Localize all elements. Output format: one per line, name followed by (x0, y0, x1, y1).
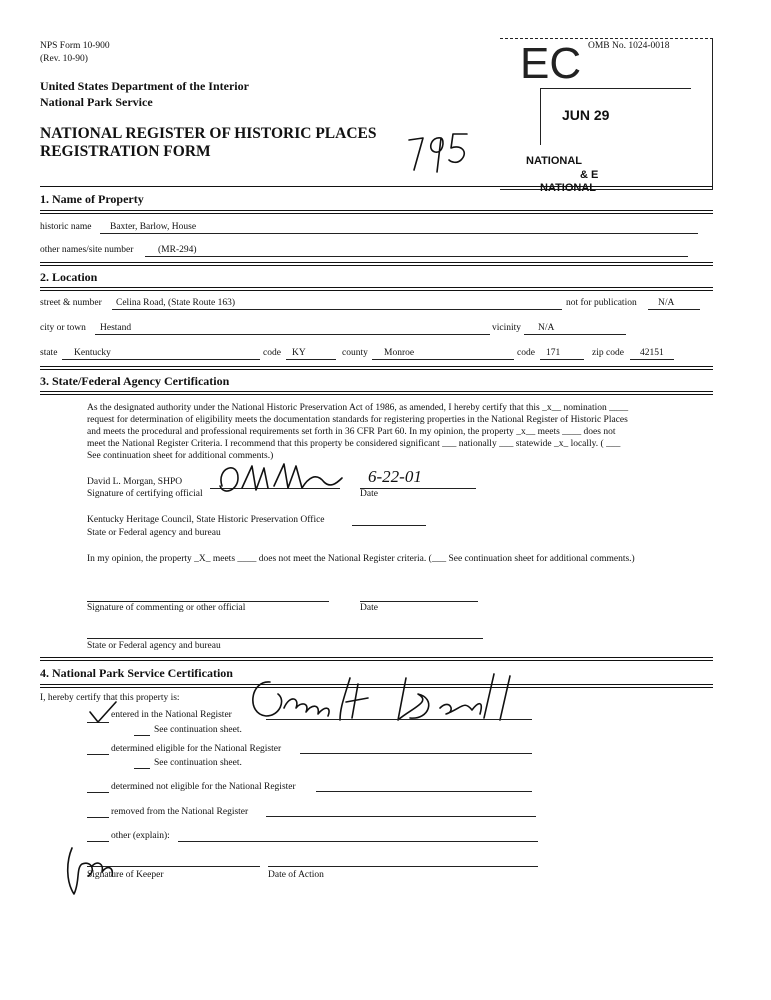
state-code-label: code (263, 348, 281, 358)
section-3-rule (40, 366, 713, 370)
nfp-line (648, 309, 700, 310)
official-date-label: Date (360, 489, 378, 499)
stamp-line-2: & E (580, 169, 599, 181)
city-value: Hestand (100, 323, 132, 333)
vicinity-value: N/A (538, 323, 555, 333)
county-value: Monroe (384, 348, 415, 358)
cert-line-5: See continuation sheet for additional comments.) (87, 451, 274, 461)
state-code-line (286, 359, 336, 360)
keeper-signature (240, 664, 530, 726)
street-label: street & number (40, 298, 102, 308)
cert-line-4: meet the National Register Criteria. I recommend that this property be considered significant ___ nationally ___ statewide _x_ locally. ( ___ (87, 439, 621, 449)
comment-sig-line (87, 601, 329, 602)
nps-item-label: removed from the National Register (111, 807, 249, 817)
agency2-label: State or Federal agency and bureau (87, 641, 221, 651)
nps-item-label: determined not eligible for the National Register (111, 782, 296, 792)
zip-value: 42151 (640, 348, 664, 358)
zip-label: zip code (592, 348, 624, 358)
comment-date-label: Date (360, 603, 378, 613)
keeper-sig-line (87, 866, 260, 867)
county-code-value: 171 (546, 348, 561, 358)
historic-name-label: historic name (40, 222, 92, 232)
state-value: Kentucky (74, 348, 111, 358)
action-date-label: Date of Action (268, 870, 324, 880)
cert-line-2: request for determination of eligibility meets the documentation standards for registering properties in the National Register of Historic Places (87, 415, 628, 425)
official-name: David L. Morgan, SHPO (87, 477, 183, 487)
nps-item-sub: See continuation sheet. (154, 758, 242, 768)
county-code-line (540, 359, 584, 360)
section-2-heading: 2. Location (40, 270, 98, 284)
section-1-heading: 1. Name of Property (40, 192, 144, 206)
zip-line (630, 359, 674, 360)
nfp-value: N/A (658, 298, 675, 308)
nps-item-label: entered in the National Register (111, 710, 232, 720)
historic-name-line (100, 233, 698, 234)
agency-line (352, 525, 426, 526)
stamp-letters: EC (520, 39, 582, 88)
comment-sig-label: Signature of commenting or other official (87, 603, 246, 613)
section-1-rule (40, 186, 713, 187)
agency2-line (87, 638, 483, 639)
county-label: county (342, 348, 368, 358)
historic-name-value: Baxter, Barlow, House (110, 222, 197, 232)
form-revision: (Rev. 10-90) (40, 54, 88, 64)
street-line (112, 309, 562, 310)
omb-number: OMB No. 1024-0018 (588, 41, 670, 51)
county-code-label: code (517, 348, 535, 358)
action-date-line (268, 866, 538, 867)
certify-text: I, hereby certify that this property is: (40, 693, 180, 703)
opinion-text: In my opinion, the property _X_ meets ____ does not meet the National Register criteria. (___ See continuation sheet for additional comments.) (87, 554, 635, 564)
form-number: NPS Form 10-900 (40, 41, 110, 51)
handwritten-number (405, 126, 475, 176)
other-names-line (145, 256, 688, 257)
street-value: Celina Road, (State Route 163) (116, 298, 235, 308)
nps-item-sub: See continuation sheet. (154, 725, 242, 735)
signed-date: 6-22-01 (368, 467, 422, 486)
city-line (95, 334, 490, 335)
service: National Park Service (40, 95, 153, 109)
state-label: state (40, 348, 58, 358)
stamp-date: JUN 29 (562, 107, 610, 123)
section-2-rule-bottom (40, 287, 713, 291)
section-2-rule (40, 262, 713, 266)
section-3-rule-bottom (40, 391, 713, 395)
nps-item-label: determined eligible for the National Register (111, 744, 282, 754)
nfp-label: not for publication (566, 298, 637, 308)
section-1-rule-bottom (40, 210, 713, 214)
official-signature (212, 458, 347, 500)
section-4-rule-bottom (40, 684, 713, 688)
nps-item-label: other (explain): (111, 831, 170, 841)
form-subtitle: REGISTRATION FORM (40, 143, 211, 160)
section-4-rule (40, 657, 713, 661)
cert-line-3: and meets the procedural and professional requirements set forth in 36 CFR Part 60. In my opinion, the property _x__ meets ____ does not (87, 427, 616, 437)
official-sig-label: Signature of certifying official (87, 489, 203, 499)
stamp-line-1: NATIONAL (526, 155, 583, 167)
state-code-value: KY (292, 348, 306, 358)
vicinity-line (524, 334, 626, 335)
comment-date-line (360, 601, 478, 602)
state-line (62, 359, 260, 360)
city-label: city or town (40, 323, 86, 333)
other-names-label: other names/site number (40, 245, 134, 255)
county-line (372, 359, 514, 360)
keeper-sig-label: Signature of Keeper (87, 870, 164, 880)
agency-label: State or Federal agency and bureau (87, 528, 221, 538)
department: United States Department of the Interior (40, 79, 249, 93)
agency-name: Kentucky Heritage Council, State Historic Preservation Office (87, 515, 325, 525)
vicinity-label: vicinity (492, 323, 522, 333)
form-title: NATIONAL REGISTER OF HISTORIC PLACES (40, 125, 377, 142)
other-names-value: (MR-294) (158, 245, 197, 255)
official-sig-line (210, 488, 340, 489)
section-4-heading: 4. National Park Service Certification (40, 666, 233, 680)
section-3-heading: 3. State/Federal Agency Certification (40, 374, 230, 388)
cert-line-1: As the designated authority under the National Historic Preservation Act of 1986, as amended, I hereby certify that this _x__ nomination ____ (87, 403, 629, 413)
stamp-line-3: NATIONAL (540, 182, 597, 194)
